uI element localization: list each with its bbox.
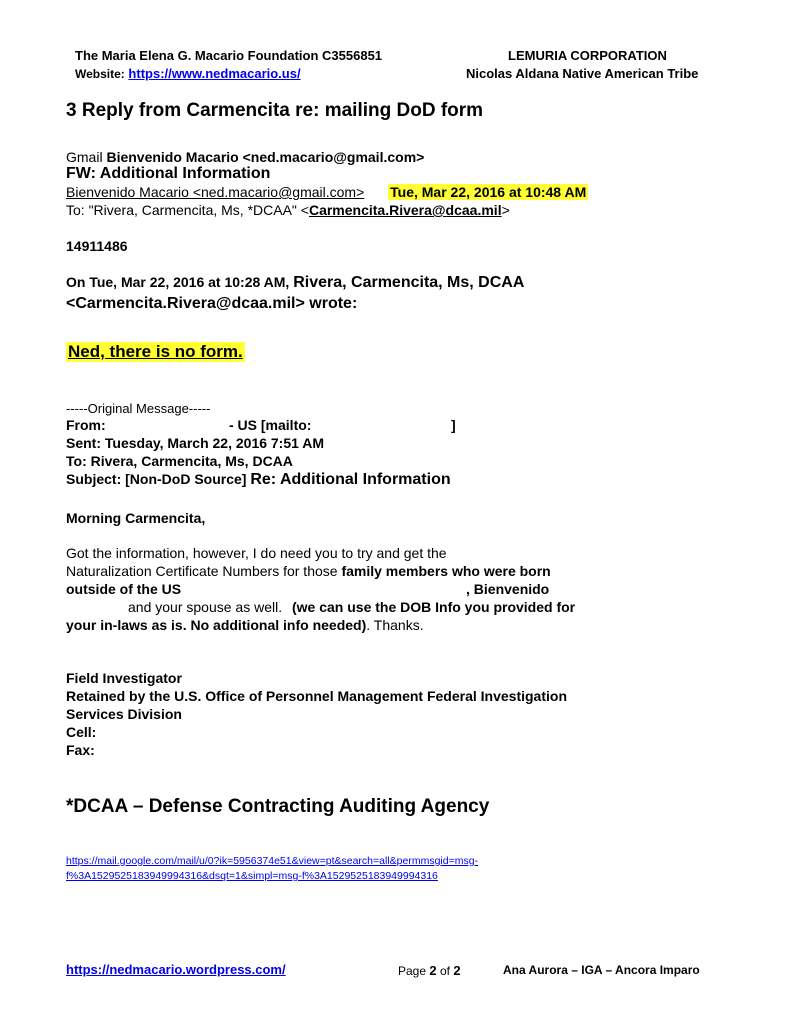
to-email[interactable]: Carmencita.Rivera@dcaa.mil: [308, 202, 502, 218]
body-line2-b: family members who were born: [341, 563, 551, 579]
signature-division: Services Division: [66, 706, 182, 722]
subject-prefix: Subject: [Non-DoD Source]: [66, 471, 247, 487]
website-link[interactable]: https://www.nedmacario.us/: [128, 66, 301, 81]
from-close: ]: [451, 417, 456, 433]
quote-intro-date: On Tue, Mar 22, 2016 at 10:28 AM,: [66, 274, 290, 290]
body-line2-a: Naturalization Certificate Numbers for those: [66, 563, 338, 579]
body-line4-a: and your spouse as well.: [128, 599, 283, 615]
body-line5-a: your in-laws as is. No additional info needed): [66, 617, 367, 633]
sent-date: Tue, Mar 22, 2016 at 10:48 AM: [390, 184, 587, 200]
email-subject: FW: Additional Information: [66, 165, 271, 182]
source-link-line2[interactable]: f%3A1529525183949994316&dsqt=1&simpl=msg-f%3A1529525183949994316: [66, 870, 438, 882]
greeting: Morning Carmencita,: [66, 510, 206, 526]
body-line4-b: (we can use the DOB Info you provided for: [291, 599, 576, 615]
page-current: 2: [429, 963, 437, 978]
body-line2: [66, 563, 551, 579]
page-total: 2: [453, 963, 461, 978]
quote-intro-name: Rivera, Carmencita, Ms, DCAA: [293, 274, 525, 291]
from-us: - US [mailto:: [229, 417, 312, 433]
body-line5: [66, 617, 424, 633]
signature-title: Field Investigator: [66, 670, 182, 686]
sender-address[interactable]: Bienvenido Macario <ned.macario@gmail.com>: [66, 184, 365, 200]
footer-tagline: Ana Aurora – IGA – Ancora Imparo: [503, 963, 700, 977]
account-address: Bienvenido Macario <ned.macario@gmail.com>: [106, 149, 425, 165]
blog-link[interactable]: https://nedmacario.wordpress.com/: [66, 962, 286, 977]
signature-fax: Fax:: [66, 742, 95, 758]
sender-line: [66, 184, 588, 200]
body-line5-b: . Thanks.: [366, 617, 424, 633]
foundation-name: The Maria Elena G. Macario Foundation C3556851: [75, 48, 383, 63]
to-label: To: "Rivera, Carmencita, Ms, *DCAA" <: [66, 202, 309, 218]
gmail-label: Gmail: [66, 149, 103, 165]
body-line4: [128, 599, 575, 615]
source-link-line1[interactable]: https://mail.google.com/mail/u/0?ik=5956374e51&view=pt&search=all&permmsgid=msg-: [66, 855, 479, 867]
body-line3a: outside of the US: [66, 581, 182, 597]
body-line3b: , Bienvenido: [466, 581, 550, 597]
page-number: [398, 963, 461, 978]
dcaa-footnote: *DCAA – Defense Contracting Auditing Agency: [66, 796, 490, 817]
from-label: From:: [66, 417, 106, 433]
gmail-line: [66, 149, 424, 165]
page-title: 3 Reply from Carmencita re: mailing DoD form: [66, 100, 484, 121]
website-label: Website:: [75, 67, 125, 81]
corporation-name: LEMURIA CORPORATION: [508, 48, 667, 63]
to-line: [66, 202, 510, 218]
body-line1: Got the information, however, I do need you to try and get the: [66, 545, 447, 561]
page-of: of: [439, 964, 450, 978]
page-word: Page: [398, 964, 427, 978]
reply-text: Ned, there is no form.: [68, 342, 243, 361]
subject-text: Re: Additional Information: [250, 471, 451, 488]
to-close: >: [501, 202, 510, 218]
quote-intro-line2: <Carmencita.Rivera@dcaa.mil> wrote:: [66, 295, 358, 312]
subject-line: [66, 471, 451, 489]
original-separator: -----Original Message-----: [66, 401, 211, 416]
tribe-name: Nicolas Aldana Native American Tribe: [466, 66, 699, 81]
signature-cell: Cell:: [66, 724, 97, 740]
to-line-original: To: Rivera, Carmencita, Ms, DCAA: [66, 453, 293, 469]
signature-org: Retained by the U.S. Office of Personnel Management Federal Investigation: [66, 688, 567, 704]
sent-line: Sent: Tuesday, March 22, 2016 7:51 AM: [66, 435, 325, 451]
quote-intro-line1: [66, 274, 524, 292]
website-line: [75, 66, 301, 81]
id-number: 14911486: [66, 238, 128, 254]
